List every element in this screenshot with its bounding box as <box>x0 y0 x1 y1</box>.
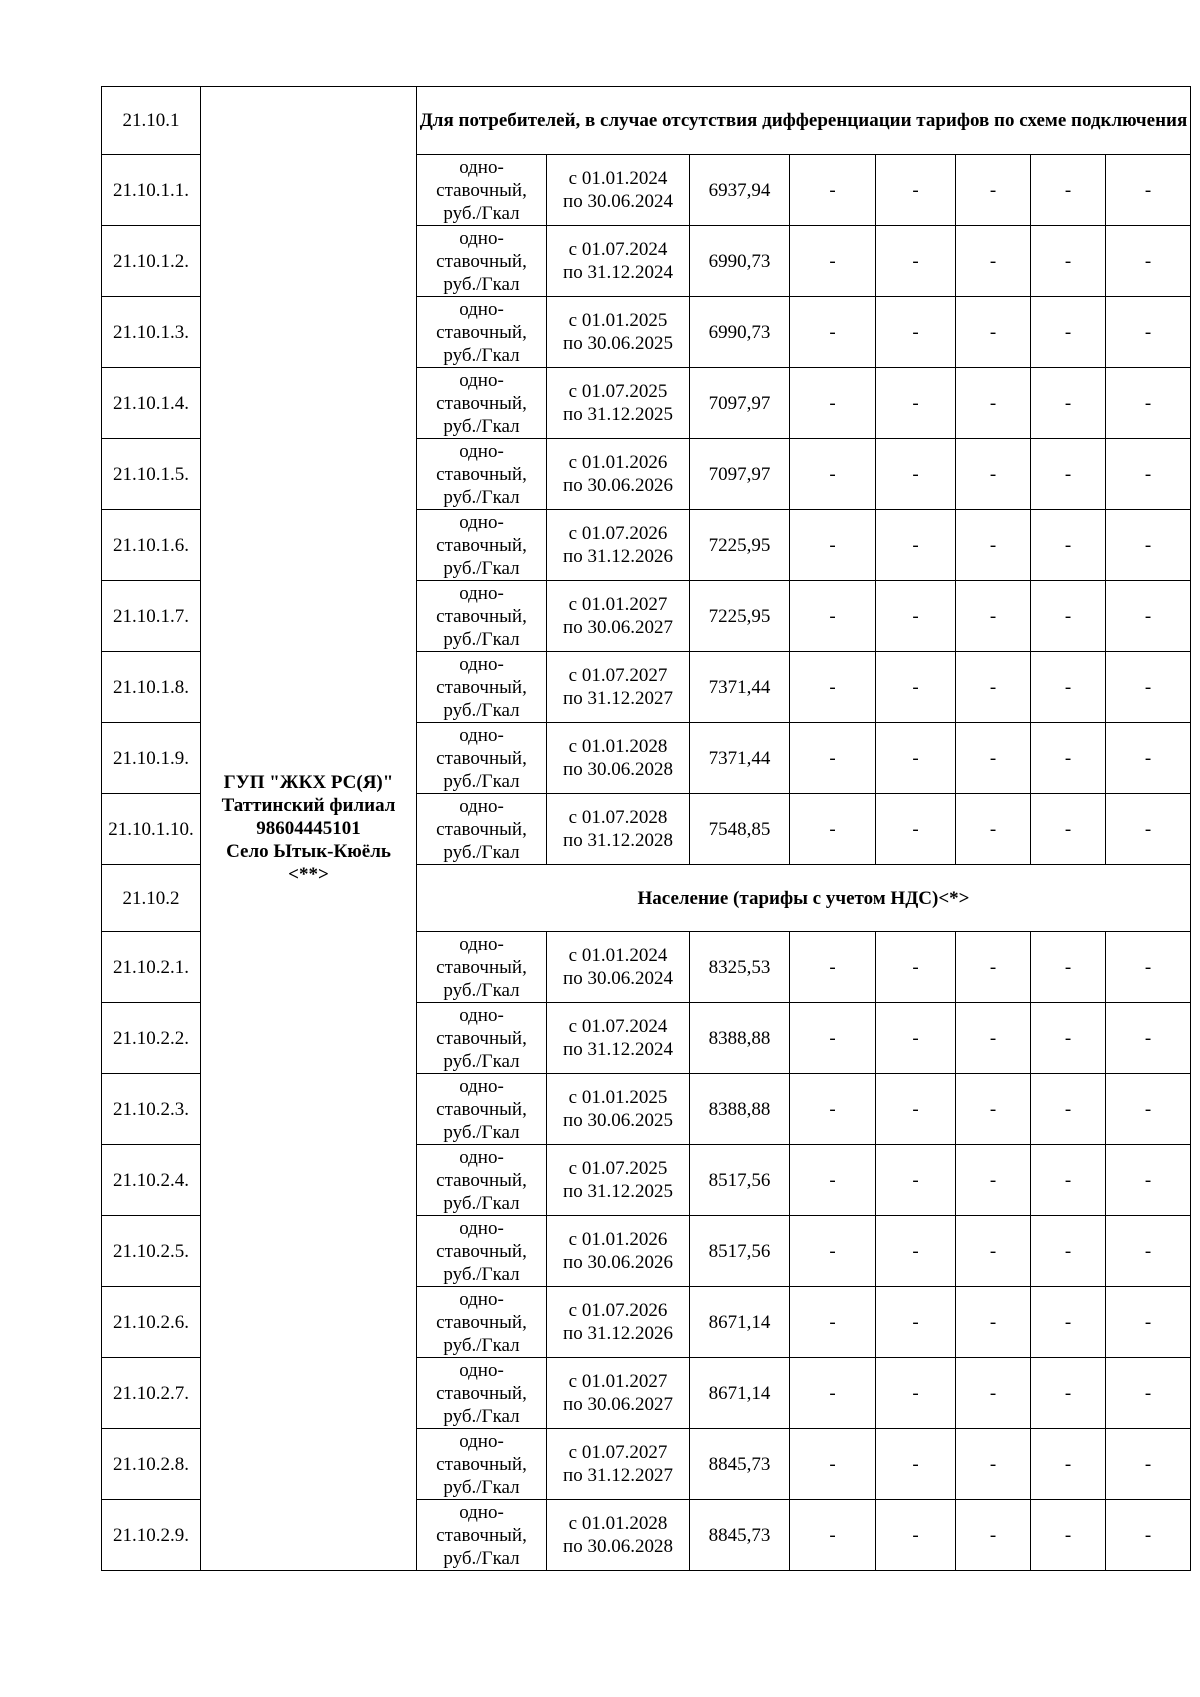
rate-unit-line: руб./Гкал <box>443 699 520 721</box>
period-from: с 01.07.2025 <box>568 381 668 402</box>
rate-unit-line: ставочный, <box>436 1524 527 1546</box>
rate-unit-line: ставочный, <box>436 392 527 414</box>
period-from: с 01.01.2024 <box>568 168 668 189</box>
rate-unit-line: руб./Гкал <box>443 415 520 437</box>
empty-value-dash: - <box>1031 226 1106 297</box>
empty-value-dash: - <box>790 1216 876 1287</box>
organization-cell <box>201 87 417 1571</box>
rate-unit-line: ставочный, <box>436 179 527 201</box>
period-from: с 01.01.2027 <box>568 1371 668 1392</box>
empty-value-dash: - <box>876 155 956 226</box>
rate-unit <box>417 1429 547 1500</box>
tariff-value: 7097,97 <box>690 439 790 510</box>
empty-value-dash: - <box>790 155 876 226</box>
tariff-value: 8671,14 <box>690 1358 790 1429</box>
rate-unit-line: одно- <box>459 1075 504 1097</box>
tariff-value: 8388,88 <box>690 1003 790 1074</box>
rate-unit-line: ставочный, <box>436 605 527 627</box>
period <box>547 1358 690 1429</box>
row-number: 21.10.1.3. <box>102 297 201 368</box>
row-number: 21.10.1.4. <box>102 368 201 439</box>
tariff-table <box>101 86 1191 1571</box>
empty-value-dash: - <box>956 439 1031 510</box>
rate-unit-line: одно- <box>459 653 504 675</box>
rate-unit-line: одно- <box>459 1004 504 1026</box>
empty-value-dash: - <box>1031 510 1106 581</box>
empty-value-dash: - <box>956 1003 1031 1074</box>
tariff-value: 8845,73 <box>690 1429 790 1500</box>
row-number: 21.10.1.6. <box>102 510 201 581</box>
period-from: с 01.07.2026 <box>568 1300 668 1321</box>
empty-value-dash: - <box>1106 1500 1191 1571</box>
period <box>547 368 690 439</box>
empty-value-dash: - <box>1106 1216 1191 1287</box>
row-number: 21.10.2.5. <box>102 1216 201 1287</box>
rate-unit <box>417 723 547 794</box>
tariff-value: 7225,95 <box>690 581 790 652</box>
period <box>547 581 690 652</box>
rate-unit <box>417 297 547 368</box>
period <box>547 1003 690 1074</box>
empty-value-dash: - <box>1106 1003 1191 1074</box>
rate-unit-line: одно- <box>459 156 504 178</box>
period <box>547 1145 690 1216</box>
empty-value-dash: - <box>956 794 1031 865</box>
period <box>547 1429 690 1500</box>
rate-unit <box>417 1003 547 1074</box>
rate-unit-line: одно- <box>459 511 504 533</box>
rate-unit-line: ставочный, <box>436 1240 527 1262</box>
empty-value-dash: - <box>956 652 1031 723</box>
empty-value-dash: - <box>1106 297 1191 368</box>
row-number: 21.10.2.3. <box>102 1074 201 1145</box>
tariff-value: 7097,97 <box>690 368 790 439</box>
rate-unit-line: руб./Гкал <box>443 1263 520 1285</box>
row-number: 21.10.2.7. <box>102 1358 201 1429</box>
empty-value-dash: - <box>1106 1074 1191 1145</box>
section-number: 21.10.2 <box>102 865 201 932</box>
empty-value-dash: - <box>790 1429 876 1500</box>
empty-value-dash: - <box>1031 1074 1106 1145</box>
period-from: с 01.01.2028 <box>568 736 668 757</box>
rate-unit-line: ставочный, <box>436 1027 527 1049</box>
empty-value-dash: - <box>1106 368 1191 439</box>
empty-value-dash: - <box>876 1287 956 1358</box>
period <box>547 652 690 723</box>
empty-value-dash: - <box>1031 1358 1106 1429</box>
rate-unit-line: одно- <box>459 1146 504 1168</box>
rate-unit-line: руб./Гкал <box>443 202 520 224</box>
empty-value-dash: - <box>1106 932 1191 1003</box>
period <box>547 1216 690 1287</box>
empty-value-dash: - <box>956 510 1031 581</box>
empty-value-dash: - <box>790 1358 876 1429</box>
empty-value-dash: - <box>876 297 956 368</box>
period-to: по 31.12.2027 <box>563 1465 673 1486</box>
empty-value-dash: - <box>1106 1287 1191 1358</box>
period-to: по 31.12.2025 <box>563 1181 673 1202</box>
period-to: по 31.12.2028 <box>563 830 673 851</box>
rate-unit-line: ставочный, <box>436 1098 527 1120</box>
rate-unit-line: одно- <box>459 933 504 955</box>
period <box>547 723 690 794</box>
period-to: по 30.06.2027 <box>563 1394 673 1415</box>
empty-value-dash: - <box>1031 581 1106 652</box>
organization-locality: Село Ытык-Кюёль <box>226 841 391 862</box>
empty-value-dash: - <box>876 1358 956 1429</box>
empty-value-dash: - <box>1106 439 1191 510</box>
period-to: по 31.12.2024 <box>563 1039 673 1060</box>
rate-unit-line: одно- <box>459 1430 504 1452</box>
period-to: по 30.06.2024 <box>563 191 673 212</box>
empty-value-dash: - <box>876 1145 956 1216</box>
rate-unit-line: ставочный, <box>436 1311 527 1333</box>
row-number: 21.10.2.6. <box>102 1287 201 1358</box>
tariff-value: 6990,73 <box>690 226 790 297</box>
rate-unit-line: одно- <box>459 582 504 604</box>
rate-unit-line: ставочный, <box>436 818 527 840</box>
period-to: по 31.12.2027 <box>563 688 673 709</box>
empty-value-dash: - <box>956 1429 1031 1500</box>
rate-unit <box>417 368 547 439</box>
rate-unit-line: руб./Гкал <box>443 1547 520 1569</box>
row-number: 21.10.1.8. <box>102 652 201 723</box>
tariff-value: 8845,73 <box>690 1500 790 1571</box>
tariff-value: 8517,56 <box>690 1145 790 1216</box>
rate-unit-line: ставочный, <box>436 534 527 556</box>
tariff-value: 8388,88 <box>690 1074 790 1145</box>
rate-unit <box>417 1074 547 1145</box>
empty-value-dash: - <box>790 932 876 1003</box>
rate-unit-line: ставочный, <box>436 463 527 485</box>
section-title: Для потребителей, в случае отсутствия дифференциации тарифов по схеме подключения <box>417 87 1191 155</box>
empty-value-dash: - <box>790 1074 876 1145</box>
empty-value-dash: - <box>790 226 876 297</box>
rate-unit-line: одно- <box>459 227 504 249</box>
rate-unit <box>417 439 547 510</box>
period-from: с 01.07.2024 <box>568 1016 668 1037</box>
rate-unit <box>417 581 547 652</box>
empty-value-dash: - <box>956 1074 1031 1145</box>
period-to: по 31.12.2024 <box>563 262 673 283</box>
empty-value-dash: - <box>1031 652 1106 723</box>
empty-value-dash: - <box>956 1287 1031 1358</box>
empty-value-dash: - <box>790 368 876 439</box>
empty-value-dash: - <box>1106 226 1191 297</box>
rate-unit-line: руб./Гкал <box>443 273 520 295</box>
rate-unit-line: ставочный, <box>436 1169 527 1191</box>
empty-value-dash: - <box>876 932 956 1003</box>
row-number: 21.10.1.7. <box>102 581 201 652</box>
rate-unit-line: одно- <box>459 369 504 391</box>
empty-value-dash: - <box>790 581 876 652</box>
empty-value-dash: - <box>790 652 876 723</box>
empty-value-dash: - <box>1031 1216 1106 1287</box>
empty-value-dash: - <box>1106 581 1191 652</box>
empty-value-dash: - <box>956 1500 1031 1571</box>
tariff-value: 7371,44 <box>690 723 790 794</box>
tariff-value: 7548,85 <box>690 794 790 865</box>
rate-unit-line: руб./Гкал <box>443 1405 520 1427</box>
empty-value-dash: - <box>1031 1003 1106 1074</box>
period-to: по 30.06.2028 <box>563 759 673 780</box>
period-to: по 30.06.2027 <box>563 617 673 638</box>
period-to: по 30.06.2025 <box>563 333 673 354</box>
empty-value-dash: - <box>956 155 1031 226</box>
rate-unit <box>417 932 547 1003</box>
empty-value-dash: - <box>876 1003 956 1074</box>
empty-value-dash: - <box>876 226 956 297</box>
row-number: 21.10.1.5. <box>102 439 201 510</box>
period <box>547 155 690 226</box>
rate-unit <box>417 510 547 581</box>
period <box>547 794 690 865</box>
empty-value-dash: - <box>956 932 1031 1003</box>
empty-value-dash: - <box>876 1429 956 1500</box>
empty-value-dash: - <box>1031 723 1106 794</box>
empty-value-dash: - <box>1031 439 1106 510</box>
row-number: 21.10.2.8. <box>102 1429 201 1500</box>
empty-value-dash: - <box>1106 1429 1191 1500</box>
period <box>547 1074 690 1145</box>
empty-value-dash: - <box>790 794 876 865</box>
row-number: 21.10.2.4. <box>102 1145 201 1216</box>
organization-branch: Таттинский филиал <box>221 795 396 816</box>
period-from: с 01.01.2025 <box>568 310 668 331</box>
empty-value-dash: - <box>1106 510 1191 581</box>
tariff-value: 8325,53 <box>690 932 790 1003</box>
rate-unit-line: руб./Гкал <box>443 1476 520 1498</box>
rate-unit-line: одно- <box>459 1501 504 1523</box>
rate-unit <box>417 1358 547 1429</box>
rate-unit <box>417 155 547 226</box>
period <box>547 226 690 297</box>
period-to: по 30.06.2028 <box>563 1536 673 1557</box>
row-number: 21.10.1.9. <box>102 723 201 794</box>
rate-unit-line: одно- <box>459 1288 504 1310</box>
rate-unit <box>417 1145 547 1216</box>
period-to: по 31.12.2025 <box>563 404 673 425</box>
empty-value-dash: - <box>790 1500 876 1571</box>
section-header-row <box>102 87 1191 155</box>
empty-value-dash: - <box>1031 297 1106 368</box>
period-from: с 01.01.2027 <box>568 594 668 615</box>
period-from: с 01.07.2026 <box>568 523 668 544</box>
empty-value-dash: - <box>1106 723 1191 794</box>
empty-value-dash: - <box>1031 1287 1106 1358</box>
organization-note-mark: <**> <box>288 864 329 885</box>
row-number: 21.10.2.1. <box>102 932 201 1003</box>
empty-value-dash: - <box>1106 652 1191 723</box>
empty-value-dash: - <box>1106 155 1191 226</box>
period-from: с 01.01.2024 <box>568 945 668 966</box>
empty-value-dash: - <box>790 1145 876 1216</box>
empty-value-dash: - <box>876 368 956 439</box>
empty-value-dash: - <box>1106 1358 1191 1429</box>
empty-value-dash: - <box>876 510 956 581</box>
empty-value-dash: - <box>1031 1429 1106 1500</box>
rate-unit-line: одно- <box>459 795 504 817</box>
period-from: с 01.07.2027 <box>568 665 668 686</box>
empty-value-dash: - <box>876 794 956 865</box>
empty-value-dash: - <box>790 723 876 794</box>
row-number: 21.10.1.10. <box>102 794 201 865</box>
empty-value-dash: - <box>956 368 1031 439</box>
rate-unit-line: руб./Гкал <box>443 841 520 863</box>
empty-value-dash: - <box>1031 368 1106 439</box>
rate-unit-line: одно- <box>459 1359 504 1381</box>
empty-value-dash: - <box>790 1287 876 1358</box>
section-number: 21.10.1 <box>102 87 201 155</box>
period <box>547 1500 690 1571</box>
empty-value-dash: - <box>1031 932 1106 1003</box>
empty-value-dash: - <box>956 297 1031 368</box>
empty-value-dash: - <box>956 581 1031 652</box>
rate-unit-line: одно- <box>459 298 504 320</box>
empty-value-dash: - <box>790 1003 876 1074</box>
period <box>547 439 690 510</box>
period-from: с 01.07.2027 <box>568 1442 668 1463</box>
rate-unit-line: ставочный, <box>436 250 527 272</box>
tariff-value: 8517,56 <box>690 1216 790 1287</box>
rate-unit-line: руб./Гкал <box>443 486 520 508</box>
rate-unit <box>417 226 547 297</box>
section-title: Население (тарифы с учетом НДС)<*> <box>417 865 1191 932</box>
organization-code: 98604445101 <box>256 818 361 839</box>
rate-unit-line: руб./Гкал <box>443 979 520 1001</box>
empty-value-dash: - <box>1031 794 1106 865</box>
period <box>547 932 690 1003</box>
rate-unit <box>417 1216 547 1287</box>
empty-value-dash: - <box>876 439 956 510</box>
rate-unit <box>417 1500 547 1571</box>
tariff-value: 6937,94 <box>690 155 790 226</box>
empty-value-dash: - <box>956 1216 1031 1287</box>
period <box>547 510 690 581</box>
rate-unit-line: ставочный, <box>436 747 527 769</box>
rate-unit-line: руб./Гкал <box>443 628 520 650</box>
empty-value-dash: - <box>1031 1145 1106 1216</box>
rate-unit-line: руб./Гкал <box>443 1121 520 1143</box>
period-to: по 30.06.2026 <box>563 475 673 496</box>
period-from: с 01.01.2026 <box>568 452 668 473</box>
rate-unit-line: руб./Гкал <box>443 770 520 792</box>
period-from: с 01.07.2024 <box>568 239 668 260</box>
period <box>547 1287 690 1358</box>
rate-unit-line: одно- <box>459 1217 504 1239</box>
row-number: 21.10.2.9. <box>102 1500 201 1571</box>
tariff-value: 6990,73 <box>690 297 790 368</box>
empty-value-dash: - <box>790 439 876 510</box>
period-to: по 30.06.2026 <box>563 1252 673 1273</box>
empty-value-dash: - <box>876 581 956 652</box>
period <box>547 297 690 368</box>
rate-unit-line: ставочный, <box>436 1453 527 1475</box>
row-number: 21.10.1.1. <box>102 155 201 226</box>
rate-unit-line: ставочный, <box>436 956 527 978</box>
rate-unit <box>417 652 547 723</box>
empty-value-dash: - <box>876 723 956 794</box>
period-from: с 01.07.2028 <box>568 807 668 828</box>
rate-unit-line: одно- <box>459 440 504 462</box>
empty-value-dash: - <box>876 1216 956 1287</box>
period-from: с 01.07.2025 <box>568 1158 668 1179</box>
row-number: 21.10.1.2. <box>102 226 201 297</box>
tariff-value: 8671,14 <box>690 1287 790 1358</box>
rate-unit <box>417 1287 547 1358</box>
empty-value-dash: - <box>1106 1145 1191 1216</box>
rate-unit-line: ставочный, <box>436 676 527 698</box>
empty-value-dash: - <box>790 510 876 581</box>
rate-unit-line: руб./Гкал <box>443 1334 520 1356</box>
rate-unit-line: руб./Гкал <box>443 1192 520 1214</box>
organization-name: ГУП "ЖКХ РС(Я)" <box>223 772 394 793</box>
empty-value-dash: - <box>876 1074 956 1145</box>
rate-unit-line: одно- <box>459 724 504 746</box>
period-to: по 30.06.2024 <box>563 968 673 989</box>
row-number: 21.10.2.2. <box>102 1003 201 1074</box>
empty-value-dash: - <box>876 1500 956 1571</box>
empty-value-dash: - <box>1031 1500 1106 1571</box>
rate-unit <box>417 794 547 865</box>
period-to: по 31.12.2026 <box>563 546 673 567</box>
period-from: с 01.01.2025 <box>568 1087 668 1108</box>
empty-value-dash: - <box>1031 155 1106 226</box>
tariff-value: 7371,44 <box>690 652 790 723</box>
period-from: с 01.01.2028 <box>568 1513 668 1534</box>
empty-value-dash: - <box>790 297 876 368</box>
empty-value-dash: - <box>956 723 1031 794</box>
rate-unit-line: руб./Гкал <box>443 344 520 366</box>
period-to: по 30.06.2025 <box>563 1110 673 1131</box>
rate-unit-line: ставочный, <box>436 1382 527 1404</box>
period-to: по 31.12.2026 <box>563 1323 673 1344</box>
empty-value-dash: - <box>956 226 1031 297</box>
period-from: с 01.01.2026 <box>568 1229 668 1250</box>
rate-unit-line: руб./Гкал <box>443 1050 520 1072</box>
empty-value-dash: - <box>1106 794 1191 865</box>
empty-value-dash: - <box>956 1145 1031 1216</box>
tariff-value: 7225,95 <box>690 510 790 581</box>
rate-unit-line: руб./Гкал <box>443 557 520 579</box>
empty-value-dash: - <box>876 652 956 723</box>
rate-unit-line: ставочный, <box>436 321 527 343</box>
empty-value-dash: - <box>956 1358 1031 1429</box>
